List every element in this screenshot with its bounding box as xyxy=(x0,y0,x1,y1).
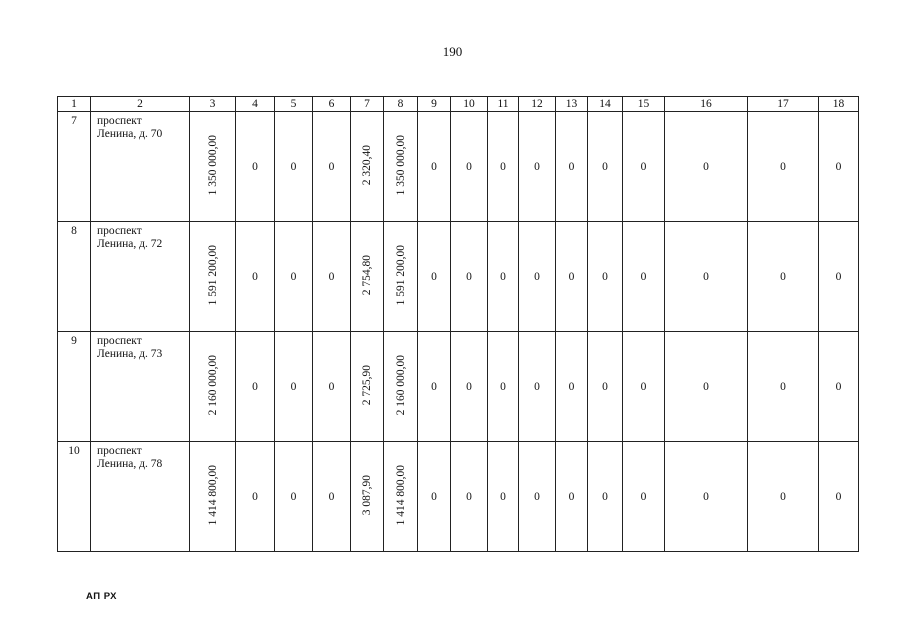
column-header: 11 xyxy=(488,97,519,112)
area-cell xyxy=(351,222,384,332)
amount-cell xyxy=(384,442,418,552)
column-header: 14 xyxy=(588,97,623,112)
amount-value: 2 160 000,00 xyxy=(394,354,407,416)
amount-value: 1 591 200,00 xyxy=(394,244,407,306)
value-cell: 0 xyxy=(665,222,748,332)
address-line-1: проспект xyxy=(97,445,142,457)
value-cell: 0 xyxy=(236,442,275,552)
value-cell: 0 xyxy=(588,112,623,222)
value-cell: 0 xyxy=(665,442,748,552)
value-cell: 0 xyxy=(275,222,313,332)
footer-mark: АП РХ xyxy=(86,591,118,602)
value-cell: 0 xyxy=(488,112,519,222)
value-cell: 0 xyxy=(819,222,859,332)
amount-cell xyxy=(384,332,418,442)
value-cell: 0 xyxy=(556,222,588,332)
table-header-row xyxy=(58,97,859,112)
value-cell: 0 xyxy=(418,442,451,552)
value-cell: 0 xyxy=(556,442,588,552)
table-row xyxy=(58,442,859,552)
table-row xyxy=(58,222,859,332)
column-header: 9 xyxy=(418,97,451,112)
value-cell: 0 xyxy=(588,442,623,552)
value-cell: 0 xyxy=(588,332,623,442)
amount-cell xyxy=(190,332,236,442)
address-line-2: Ленина, д. 73 xyxy=(97,348,163,360)
amount-value: 2 160 000,00 xyxy=(206,354,219,416)
page-number: 190 xyxy=(442,44,463,59)
value-cell: 0 xyxy=(588,222,623,332)
address-cell xyxy=(91,332,190,442)
value-cell: 0 xyxy=(451,222,488,332)
value-cell: 0 xyxy=(418,222,451,332)
amount-cell xyxy=(384,112,418,222)
value-cell: 0 xyxy=(556,332,588,442)
amount-cell xyxy=(384,222,418,332)
address-line-1: проспект xyxy=(97,225,142,237)
value-cell: 0 xyxy=(418,332,451,442)
value-cell: 0 xyxy=(819,332,859,442)
value-cell: 0 xyxy=(665,332,748,442)
value-cell: 0 xyxy=(819,112,859,222)
table-row xyxy=(58,332,859,442)
address-line-2: Ленина, д. 70 xyxy=(97,128,163,140)
value-cell: 0 xyxy=(275,332,313,442)
row-number: 9 xyxy=(58,332,91,442)
column-header: 6 xyxy=(313,97,351,112)
data-table xyxy=(57,96,859,552)
amount-value: 1 414 800,00 xyxy=(206,464,219,526)
column-header: 13 xyxy=(556,97,588,112)
column-header: 18 xyxy=(819,97,859,112)
value-cell: 0 xyxy=(665,112,748,222)
amount-value: 1 591 200,00 xyxy=(206,244,219,306)
address-cell xyxy=(91,222,190,332)
column-header: 12 xyxy=(519,97,556,112)
column-header: 15 xyxy=(623,97,665,112)
value-cell: 0 xyxy=(556,112,588,222)
amount-cell xyxy=(190,112,236,222)
value-cell: 0 xyxy=(313,442,351,552)
value-cell: 0 xyxy=(748,442,819,552)
area-cell xyxy=(351,332,384,442)
address-line-1: проспект xyxy=(97,335,142,347)
amount-value: 1 414 800,00 xyxy=(394,464,407,526)
address-line-2: Ленина, д. 78 xyxy=(97,458,163,470)
value-cell: 0 xyxy=(313,222,351,332)
value-cell: 0 xyxy=(451,442,488,552)
value-cell: 0 xyxy=(236,222,275,332)
address-cell xyxy=(91,442,190,552)
value-cell: 0 xyxy=(819,442,859,552)
amount-cell xyxy=(190,222,236,332)
area-value: 3 087,90 xyxy=(361,474,373,516)
column-header: 17 xyxy=(748,97,819,112)
row-number: 7 xyxy=(58,112,91,222)
value-cell: 0 xyxy=(748,222,819,332)
value-cell: 0 xyxy=(519,222,556,332)
address-cell xyxy=(91,112,190,222)
value-cell: 0 xyxy=(623,112,665,222)
value-cell: 0 xyxy=(313,332,351,442)
value-cell: 0 xyxy=(623,442,665,552)
column-header: 10 xyxy=(451,97,488,112)
value-cell: 0 xyxy=(488,442,519,552)
column-header: 5 xyxy=(275,97,313,112)
value-cell: 0 xyxy=(236,112,275,222)
value-cell: 0 xyxy=(748,332,819,442)
column-header: 1 xyxy=(58,97,91,112)
value-cell: 0 xyxy=(519,112,556,222)
column-header: 16 xyxy=(665,97,748,112)
amount-value: 1 350 000,00 xyxy=(206,134,219,196)
amount-value: 1 350 000,00 xyxy=(394,134,407,196)
value-cell: 0 xyxy=(623,332,665,442)
value-cell: 0 xyxy=(275,442,313,552)
row-number: 8 xyxy=(58,222,91,332)
value-cell: 0 xyxy=(451,112,488,222)
area-value: 2 320,40 xyxy=(361,144,373,186)
address-line-2: Ленина, д. 72 xyxy=(97,238,163,250)
column-header: 4 xyxy=(236,97,275,112)
value-cell: 0 xyxy=(236,332,275,442)
value-cell: 0 xyxy=(748,112,819,222)
column-header: 2 xyxy=(91,97,190,112)
column-header: 8 xyxy=(384,97,418,112)
value-cell: 0 xyxy=(275,112,313,222)
value-cell: 0 xyxy=(519,442,556,552)
area-cell xyxy=(351,112,384,222)
column-header: 3 xyxy=(190,97,236,112)
area-value: 2 754,80 xyxy=(361,254,373,296)
row-number: 10 xyxy=(58,442,91,552)
value-cell: 0 xyxy=(488,332,519,442)
table-row xyxy=(58,112,859,222)
amount-cell xyxy=(190,442,236,552)
value-cell: 0 xyxy=(313,112,351,222)
value-cell: 0 xyxy=(519,332,556,442)
value-cell: 0 xyxy=(418,112,451,222)
value-cell: 0 xyxy=(451,332,488,442)
area-value: 2 725,90 xyxy=(361,364,373,406)
value-cell: 0 xyxy=(488,222,519,332)
column-header: 7 xyxy=(351,97,384,112)
area-cell xyxy=(351,442,384,552)
value-cell: 0 xyxy=(623,222,665,332)
address-line-1: проспект xyxy=(97,115,142,127)
